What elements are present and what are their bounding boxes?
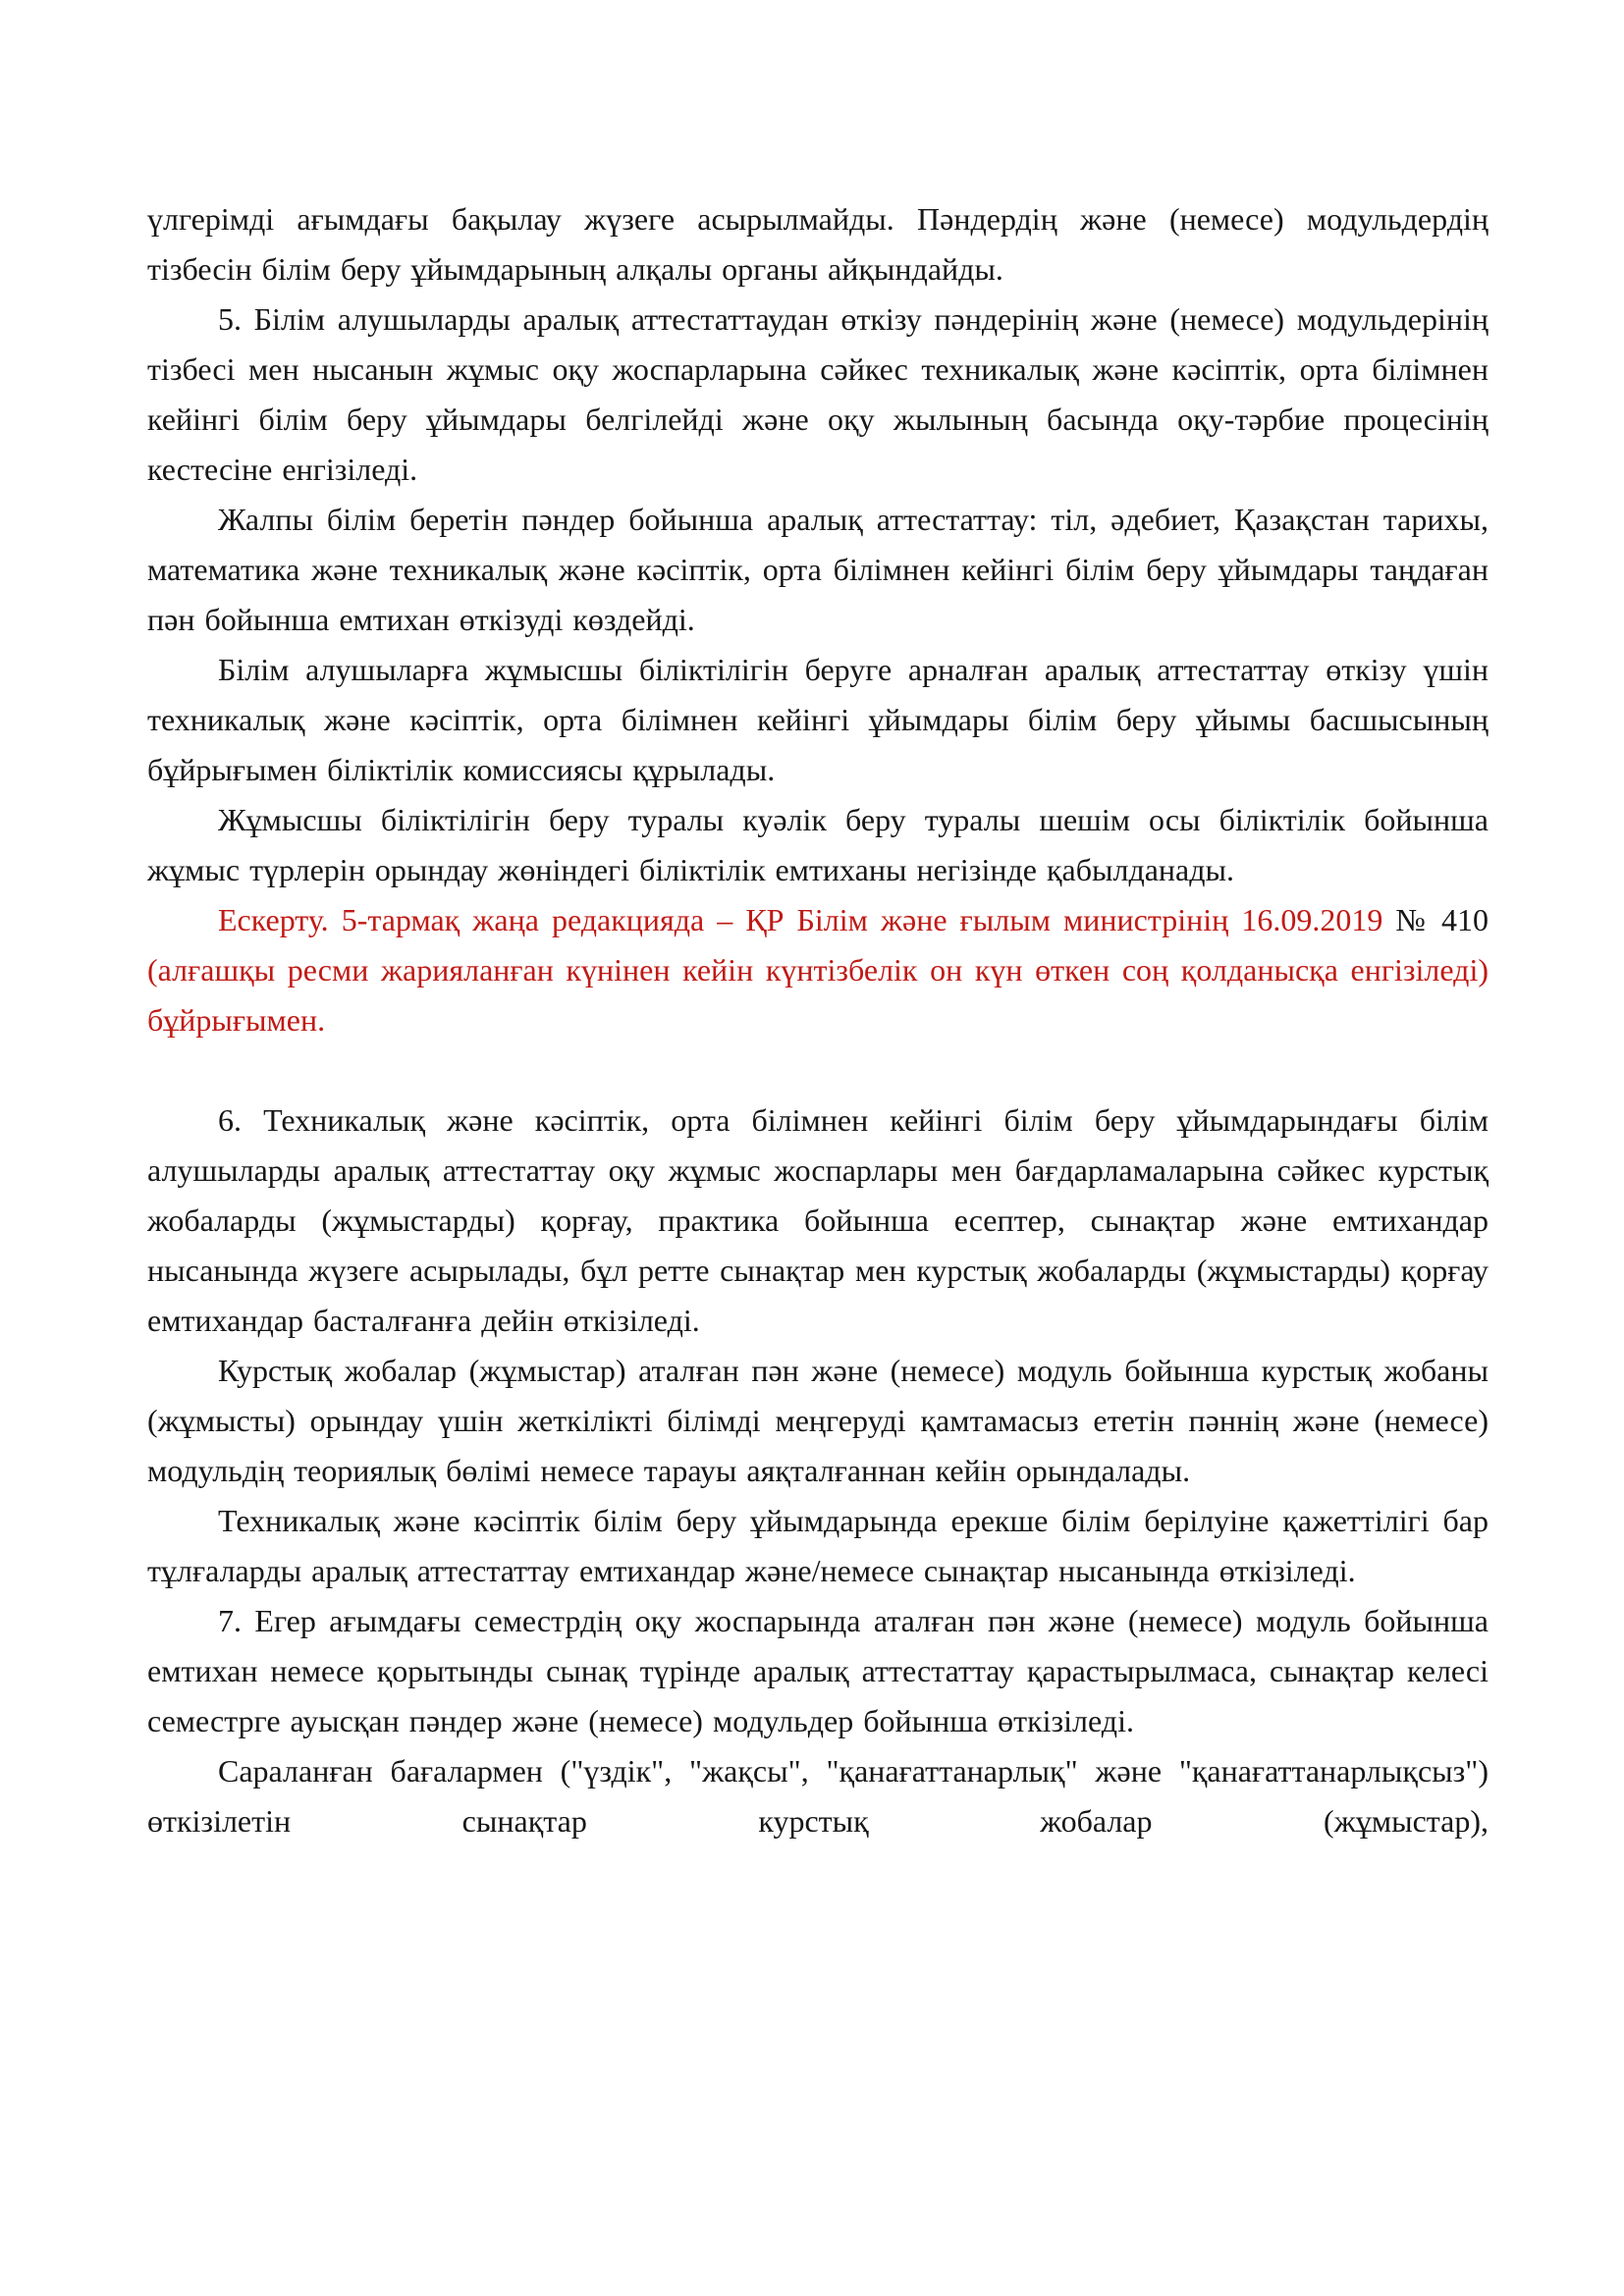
amendment-note-red-tail: (алғашқы ресми жарияланған күнінен кейін күнтізбелік он күн өткен соң қолданысқа енгізіледі) бұйрығымен.	[147, 952, 1489, 1038]
paragraph-graded-tests: Сараланған бағалармен ("үздік", "жақсы", "қанағаттанарлық" және "қанағаттанарлықсыз") өткізілетін сынақтар курстық жобалар (жұмыстар),	[147, 1753, 1489, 1839]
amendment-note-red-lead: Ескерту. 5-тармақ жаңа редакцияда – ҚР Білім және ғылым министрінің 16.09.2019	[218, 902, 1396, 937]
paragraph-general-education-subjects: Жалпы білім беретін пәндер бойынша аралық аттестаттау: тіл, әдебиет, Қазақстан тарихы, математика және техникалық және кәсіптік, орта білімнен кейінгі білім беру ұйымдары таңдаған пән бойынша емтихан өткізуді көздейді.	[147, 502, 1489, 637]
amendment-note-order-number: № 410	[1395, 902, 1489, 937]
paragraph-course-projects: Курстық жобалар (жұмыстар) аталған пән және (немесе) модуль бойынша курстық жобаны (жұмысты) орындау үшін жеткілікті білімді меңгеруді қамтамасыз ететін пәннің және (немесе) модульдің теориялық бөлімі немесе тарауы аяқталғаннан кейін орындалады.	[147, 1353, 1489, 1488]
paragraph-qualification-decision: Жұмысшы біліктілігін беру туралы куәлік беру туралы шешім осы біліктілік бойынша жұмыс түрлерін орындау жөніндегі біліктілік емтиханы негізінде қабылданады.	[147, 802, 1489, 887]
paragraph-special-needs: Техникалық және кәсіптік білім беру ұйымдарында ерекше білім берілуіне қажеттілігі бар тұлғаларды аралық аттестаттау емтихандар және/немесе сынақтар нысанында өткізіледі.	[147, 1503, 1489, 1588]
paragraph-item-5: 5. Білім алушыларды аралық аттестаттаудан өткізу пәндерінің және (немесе) модульдерінің тізбесі мен нысанын жұмыс оқу жоспарларына сәйкес техникалық және кәсіптік, орта білімнен кейінгі білім беру ұйымдары белгілейді және оқу жылының басында оқу-тәрбие процесінің кестесіне енгізіледі.	[147, 301, 1489, 487]
paragraph-item-6: 6. Техникалық және кәсіптік, орта білімнен кейінгі білім беру ұйымдарындағы білім алушыларды аралық аттестаттау оқу жұмыс жоспарлары мен бағдарламаларына сәйкес курстық жобаларды (жұмыстарды) қорғау, практика бойынша есептер, сынақтар және емтихандар нысанында жүзеге асырылады, бұл ретте сынақтар мен курстық жобаларды (жұмыстарды) қорғау емтихандар басталғанға дейін өткізіледі.	[147, 1102, 1489, 1338]
paragraph-progress-control: үлгерімді ағымдағы бақылау жүзеге асырылмайды. Пәндердің және (немесе) модульдердің тізбесін білім беру ұйымдарының алқалы органы айқындайды.	[147, 201, 1489, 287]
paragraph-amendment-note	[147, 895, 1489, 1045]
paragraph-item-7: 7. Егер ағымдағы семестрдің оқу жоспарында аталған пән және (немесе) модуль бойынша емтихан немесе қорытынды сынақ түрінде аралық аттестаттау қарастырылмаса, сынақтар келесі семестрге ауысқан пәндер және (немесе) модульдер бойынша өткізіледі.	[147, 1603, 1489, 1738]
paragraph-qualification-commission: Білім алушыларға жұмысшы біліктілігін беруге арналған аралық аттестаттау өткізу үшін техникалық және кәсіптік, орта білімнен кейінгі ұйымдары білім беру ұйымы басшысының бұйрығымен біліктілік комиссиясы құрылады.	[147, 652, 1489, 787]
